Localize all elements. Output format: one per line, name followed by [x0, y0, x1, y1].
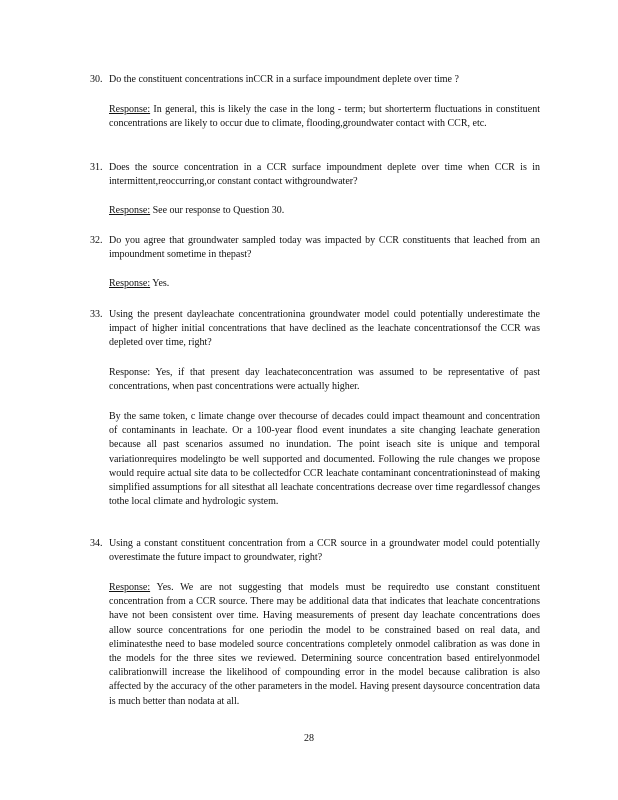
response-label: Response:: [109, 278, 151, 289]
question-34: [90, 537, 540, 565]
response-31: [109, 204, 540, 218]
question-30: [90, 73, 540, 87]
question-text: Do the constituent concentrations inCCR in a surface impoundment deplete over time ?: [109, 74, 459, 85]
response-text: In general, this is likely the case in the long - term; but shorterterm fluctuations in constituent concentrations are likely to occur due to climate, flooding,groundwater contact with CCR, etc.: [109, 104, 540, 130]
question-text: Does the source concentration in a CCR surface impoundment deplete over time when CCR is in intermittent,reoccurring,or constant contact withgroundwater?: [109, 162, 540, 187]
response-30: [109, 103, 540, 131]
response-34: [109, 581, 540, 709]
question-number: 31.: [90, 162, 103, 173]
response-label: Response:: [109, 582, 151, 593]
response-text: See our response to Question 30.: [150, 205, 285, 216]
question-32: [90, 234, 540, 262]
question-number: 34.: [90, 538, 103, 549]
question-31: [90, 161, 540, 189]
response-label: Response:: [109, 104, 151, 115]
response-33-continued: [109, 410, 540, 509]
question-number: 32.: [90, 235, 103, 246]
question-number: 33.: [90, 309, 103, 320]
response-text: Response: Yes, if that present day leachateconcentration was assumed to be representative of past concentrations, when past concentrations were actually higher.: [109, 367, 540, 393]
response-text: Yes.: [150, 278, 170, 289]
response-text: By the same token, c limate change over thecourse of decades could impact theamount and concentration of contaminants in leachate. Or a 100-year flood event inundates a site changing leachate generation because all past scenarios assumed no inundation. The point iseach site is unique and temporal variationrequires modelingto be well supported and documented. Following the rule changes we propose would require actual site data to be collectedfor CCR leachate contaminant concentrationinstead of making simplified assumptions for all sitesthat all leachate concentrations decrease over time regardlessof changes tothe local climate and hydrologic system.: [109, 411, 540, 508]
question-text: Using the present dayleachate concentrationina groundwater model could potentially underestimate the impact of higher initial concentrations that have declined as the leachate concentrationsof the CCR was depleted over time, right?: [109, 309, 540, 348]
response-label: Response:: [109, 205, 151, 216]
response-32: [109, 277, 540, 291]
question-number: 30.: [90, 74, 103, 85]
question-text: Using a constant constituent concentration from a CCR source in a groundwater model could potentially overestimate the future impact to groundwater, right?: [109, 538, 540, 563]
response-33: [109, 366, 540, 394]
response-text: Yes. We are not suggesting that models must be requiredto use constant constituent concentration from a CCR source. There may be additional data that indicates that leachate concentrations have not been consistent over time. Having measurements of present day leachate concentrations does allow source concentrations for one periodin the model to be constrained based on real data, and eliminatesthe need to base modeled source concentrations completely onmodel calibration as was done in the models for the three sites we reviewed. Determining source concentration based entirelyonmodel calibrationwill increase the likelihood of compounding error in the model because calibration is also affected by the accuracy of the other parameters in the model. Having present daysource concentration data is much better than nodata at all.: [109, 582, 540, 707]
question-text: Do you agree that groundwater sampled today was impacted by CCR constituents that leached from an impoundment sometime in thepast?: [109, 235, 540, 260]
question-33: [90, 308, 540, 350]
page-number: 28: [304, 733, 314, 744]
